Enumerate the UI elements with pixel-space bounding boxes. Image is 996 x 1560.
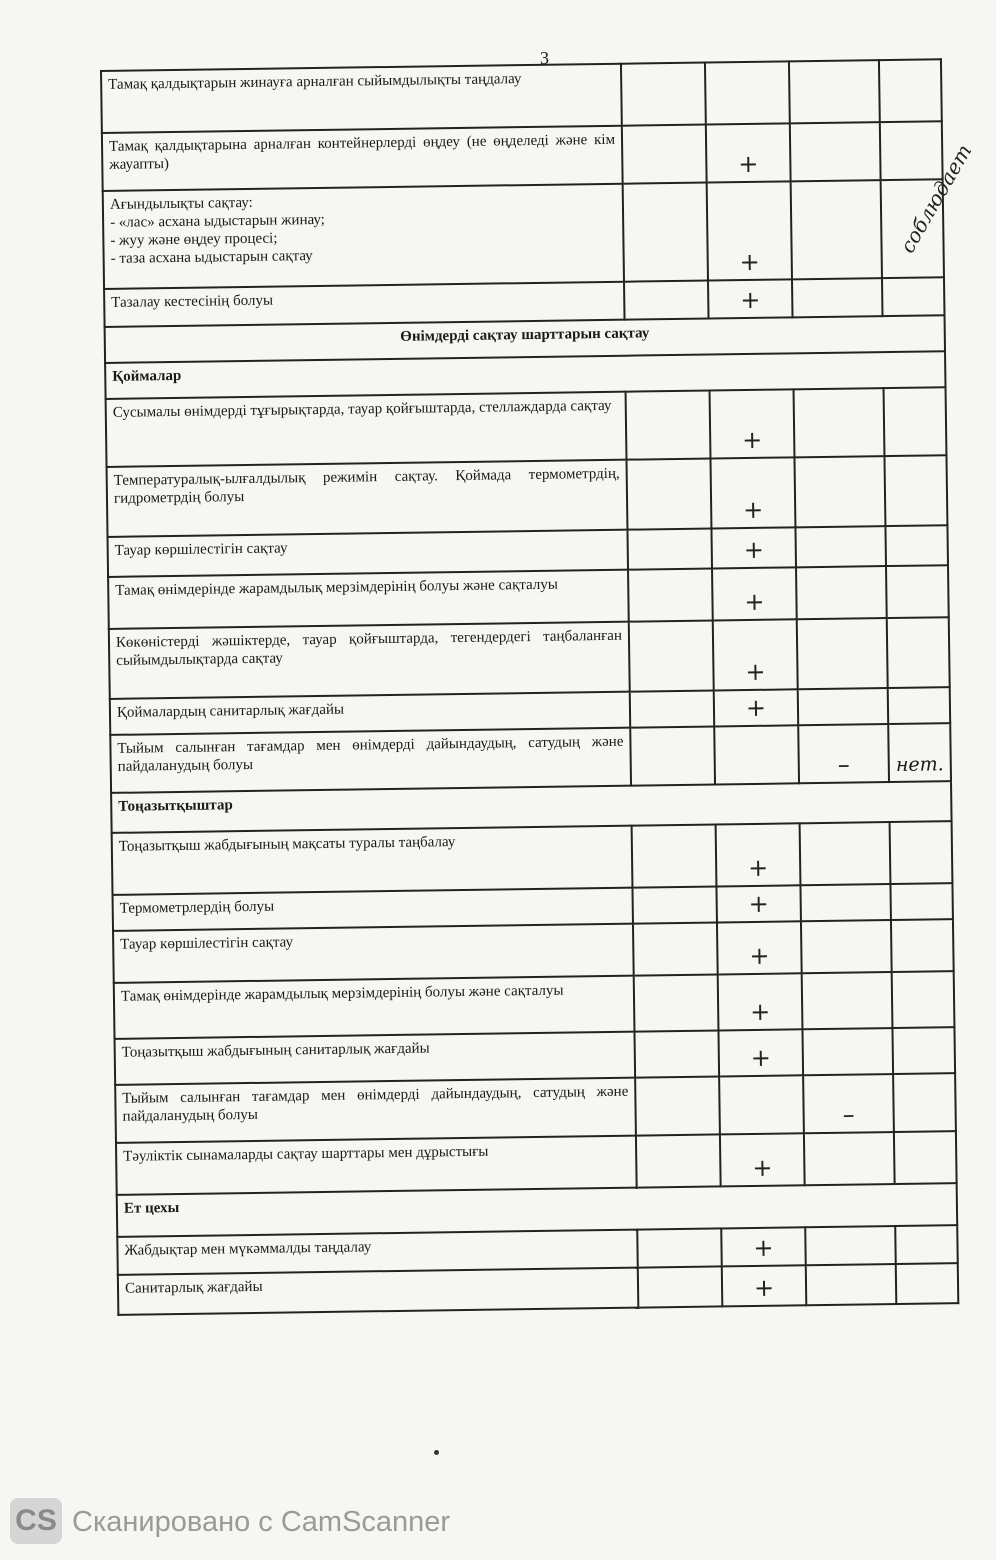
mark-blank-col	[628, 569, 713, 622]
mark-plus-col	[719, 1075, 804, 1134]
subsection-header: Қоймалар	[105, 351, 945, 399]
mark-blank-col	[626, 459, 711, 530]
speck	[434, 1450, 439, 1455]
row-text: Тоңазытқыш жабдығының санитарлық жағдайы	[115, 1032, 636, 1085]
mark-plus-col	[714, 725, 799, 784]
mark-minus-col	[795, 526, 886, 567]
row-note	[884, 455, 947, 526]
row-text: Тамақ өнімдерінде жарамдылық мерзімдерінің болуы және сақталуы	[108, 570, 629, 629]
mark-plus-col: +	[716, 823, 801, 886]
mark-plus-col: +	[711, 527, 796, 568]
mark-minus-col	[791, 180, 882, 279]
table-row	[101, 59, 942, 133]
mark-blank-col	[622, 125, 707, 184]
mark-plus-col: +	[710, 457, 795, 528]
row-text: Санитарлық жағдайы	[118, 1268, 639, 1315]
mark-plus-col: +	[720, 1133, 805, 1186]
row-note	[896, 1263, 959, 1304]
mark-blank-col	[626, 391, 711, 460]
mark-blank-col	[630, 690, 714, 727]
mark-plus-col: +	[710, 389, 795, 458]
scanner-footer-text: Сканировано с CamScanner	[72, 1506, 451, 1538]
mark-blank-col	[627, 529, 712, 570]
row-note: нет.	[888, 723, 951, 782]
mark-blank-col	[634, 974, 719, 1031]
row-note	[890, 821, 953, 884]
row-text: Жабдықтар мен мүкәммалды таңдалау	[117, 1230, 637, 1275]
row-text: Қоймалардың санитарлық жағдайы	[110, 692, 630, 735]
camscanner-logo-icon: CS	[10, 1498, 62, 1544]
mark-blank-col	[624, 281, 709, 320]
mark-blank-col	[635, 1076, 720, 1135]
row-text: Көкөністерді жәшіктерде, тауар қойғыштарда, тегендердегі таңбаланған сыйымдылықтарда сақтау	[109, 622, 630, 699]
mark-minus-col	[805, 1226, 896, 1265]
row-text: Тазалау кестесінің болуы	[104, 282, 624, 327]
mark-plus-col: +	[713, 619, 798, 690]
row-note	[891, 919, 954, 972]
mark-minus-col	[797, 618, 888, 689]
row-text: Термометрлердің болуы	[113, 888, 633, 931]
mark-plus-col	[705, 61, 790, 124]
row-text: Тоңазытқыш жабдығының мақсаты туралы таңбалау	[112, 826, 633, 895]
checklist-sheet	[100, 58, 957, 1316]
mark-plus-col: +	[716, 885, 800, 922]
row-text: Тыйым салынған тағамдар мен өнімдерді дайындаудың, сатудың және пайдаланудың болуы	[115, 1078, 636, 1143]
table-row	[107, 455, 948, 537]
mark-minus-col: –	[803, 1074, 894, 1133]
row-text: Тыйым салынған тағамдар мен өнімдерді дайындаудың, сатудың және пайдаланудың болуы	[110, 728, 631, 793]
mark-blank-col	[637, 1228, 722, 1267]
mark-minus-col	[794, 388, 885, 457]
mark-minus-col	[792, 278, 883, 317]
row-note	[884, 387, 947, 456]
mark-plus-col: +	[712, 567, 797, 620]
mark-blank-col	[632, 886, 716, 923]
row-note	[895, 1225, 958, 1264]
mark-plus-col: +	[714, 689, 798, 726]
mark-plus-col: +	[718, 973, 803, 1030]
mark-plus-col: +	[721, 1227, 806, 1266]
mark-blank-col	[638, 1266, 723, 1307]
mark-minus-col	[806, 1264, 897, 1305]
table-row	[109, 617, 950, 699]
page-number: 3	[540, 48, 549, 68]
side-note-signature: соблюдает	[895, 140, 977, 257]
mark-minus-col	[790, 122, 881, 181]
mark-blank-col	[634, 1030, 719, 1077]
mark-minus-col	[800, 822, 891, 885]
row-note	[894, 1131, 957, 1184]
mark-blank-col	[633, 922, 718, 975]
mark-plus-col: +	[707, 181, 792, 280]
row-text: Температуралық-ылғалдылық режимін сақтау. Қоймада термометрдің, гидрометрдің болуы	[107, 460, 628, 537]
row-text: Тауар көршілестігін сақтау	[108, 530, 629, 577]
mark-minus-col: –	[798, 724, 889, 783]
row-note	[885, 525, 948, 566]
mark-minus-col	[802, 972, 893, 1029]
mark-minus-col	[794, 456, 885, 527]
table-row	[112, 821, 953, 895]
mark-minus-col	[798, 688, 888, 725]
row-text: Сусымалы өнімдерді тұғырықтарда, тауар қойғыштарда, стеллаждарда сақтау	[106, 392, 627, 467]
table-row	[106, 387, 947, 467]
mark-minus-col	[802, 1028, 893, 1075]
mark-blank-col	[630, 726, 715, 785]
row-text: Тамақ өнімдерінде жарамдылық мерзімдерінің болуы және сақталуы	[114, 976, 635, 1039]
mark-minus-col	[804, 1132, 895, 1185]
row-text: Тәуліктік сынамаларды сақтау шарттары мен дұрыстығы	[116, 1136, 637, 1195]
row-note	[887, 617, 950, 688]
mark-minus-col	[801, 920, 892, 973]
row-note	[890, 883, 952, 920]
row-text: Ағындылықты сақтау: - «лас» асхана ыдыстарын жинау; - жуу және өңдеу процесі; - таза асхана ыдыстарын сақтау	[103, 184, 624, 289]
mark-plus-col: +	[708, 279, 793, 318]
mark-plus-col: +	[706, 123, 791, 182]
mark-blank-col	[636, 1134, 721, 1187]
row-note	[880, 121, 943, 180]
row-note	[892, 1027, 955, 1074]
mark-plus-col: +	[718, 1029, 803, 1076]
mark-blank-col	[623, 183, 708, 282]
row-note	[882, 277, 945, 316]
row-note	[888, 687, 950, 724]
mark-minus-col	[789, 60, 880, 123]
checklist-table	[100, 58, 959, 1316]
mark-plus-col: +	[722, 1265, 807, 1306]
table-row	[103, 179, 944, 289]
subsection-header: Ет цехы	[117, 1183, 958, 1237]
row-note	[886, 565, 949, 618]
row-note	[879, 59, 942, 122]
scanner-footer	[10, 1498, 570, 1550]
subsection-header: Тоңазытқыштар	[111, 781, 951, 833]
row-text: Тауар көршілестігін сақтау	[113, 924, 634, 983]
row-text: Тамақ қалдықтарына арналған контейнерлерді өңдеу (не өңделеді және кім жауапты)	[102, 126, 623, 191]
row-note	[893, 1073, 956, 1132]
mark-blank-col	[621, 63, 706, 126]
mark-minus-col	[796, 566, 887, 619]
mark-blank-col	[632, 824, 717, 887]
mark-plus-col: +	[717, 921, 802, 974]
section-header: Өнімдерді сақтау шарттарын сақтау	[105, 315, 945, 363]
mark-minus-col	[800, 884, 890, 921]
row-text: Тамақ қалдықтарын жинауға арналған сыйымдылықты таңдалау	[101, 64, 622, 133]
mark-blank-col	[629, 620, 714, 691]
row-note	[892, 971, 955, 1028]
